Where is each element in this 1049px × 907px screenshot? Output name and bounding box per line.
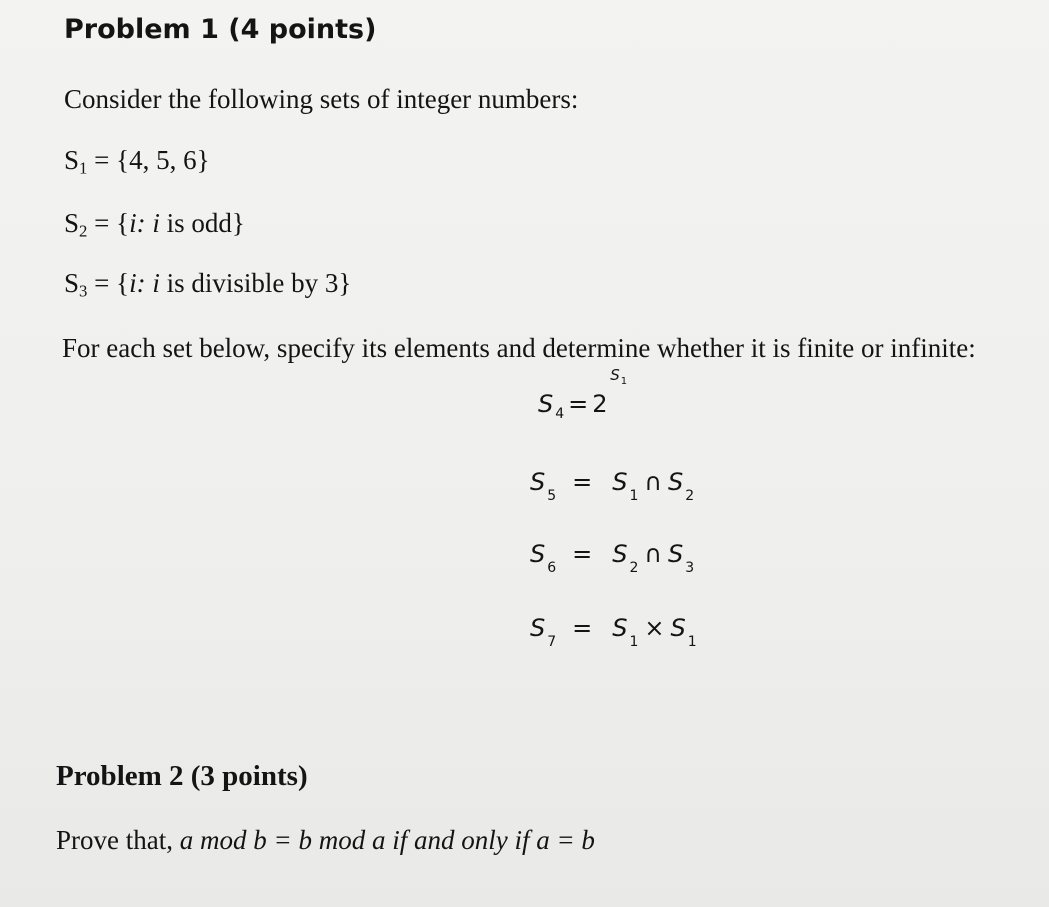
eq-a-index: 1 [629, 488, 639, 504]
set-index: 3 [79, 281, 88, 301]
equation-s5 [530, 468, 695, 504]
set-s3-definition [64, 268, 351, 302]
eq-b-index: 2 [685, 488, 695, 504]
eq-b-symbol: S [668, 540, 684, 568]
eq-equals: = [572, 468, 593, 496]
set-def-suffix: is divisible by 3} [159, 268, 352, 298]
eq-b-symbol: S [668, 468, 684, 496]
eq-lhs-index: 4 [555, 406, 565, 422]
problem-2-title: Problem 2 (3 points) [56, 760, 308, 792]
set-def-variable: i: i [129, 268, 160, 298]
set-name: S [64, 208, 80, 238]
eq-equals: = [572, 614, 593, 642]
set-name: S [64, 145, 80, 175]
set-def-prefix: = { [94, 208, 130, 238]
eq-lhs-symbol: S [538, 390, 554, 418]
set-s1-definition [64, 145, 210, 179]
eq-a-symbol: S [612, 540, 628, 568]
eq-a-symbol: S [612, 614, 628, 642]
eq-operator: ∩ [644, 540, 662, 568]
prove-prefix: Prove that, [56, 825, 180, 855]
set-index: 2 [79, 221, 88, 241]
eq-equals: = [568, 390, 589, 418]
eq-lhs-index: 6 [547, 560, 557, 576]
problem-2-statement [56, 825, 595, 856]
eq-b-index: 3 [685, 560, 695, 576]
power-set-expression [592, 366, 628, 418]
set-def-variable: i: i [129, 208, 160, 238]
set-index: 1 [79, 158, 88, 178]
eq-equals: = [572, 540, 593, 568]
eq-b-index: 1 [687, 634, 697, 650]
eq-b-symbol: S [670, 614, 686, 642]
eq-operator: × [644, 614, 665, 642]
set-def-prefix: = { [94, 268, 130, 298]
eq-base: 2 [592, 390, 608, 418]
prove-formula: a mod b = b mod a if and only if a = b [179, 825, 595, 855]
equation-s7 [530, 614, 697, 650]
eq-lhs-symbol: S [530, 614, 546, 642]
eq-a-index: 2 [629, 560, 639, 576]
exp-index: 1 [620, 376, 628, 387]
set-name: S [64, 268, 80, 298]
equation-s6 [530, 540, 695, 576]
exp-symbol: S [610, 366, 620, 384]
eq-a-symbol: S [612, 468, 628, 496]
eq-lhs-index: 5 [547, 488, 557, 504]
problem-1-title: Problem 1 (4 points) [64, 14, 377, 45]
set-s2-definition [64, 208, 245, 242]
eq-a-index: 1 [629, 634, 639, 650]
equation-s4 [538, 366, 628, 422]
set-def: = {4, 5, 6} [94, 145, 210, 175]
eq-lhs-symbol: S [530, 540, 546, 568]
eq-operator: ∩ [644, 468, 662, 496]
eq-exponent [610, 366, 628, 387]
problem-1-intro: Consider the following sets of integer numbers: [64, 84, 579, 114]
problem-1-instruction: For each set below, specify its elements and determine whether it is finite or infinite: [62, 333, 976, 363]
set-def-suffix: is odd} [159, 208, 245, 238]
eq-lhs-symbol: S [530, 468, 546, 496]
eq-lhs-index: 7 [547, 634, 557, 650]
